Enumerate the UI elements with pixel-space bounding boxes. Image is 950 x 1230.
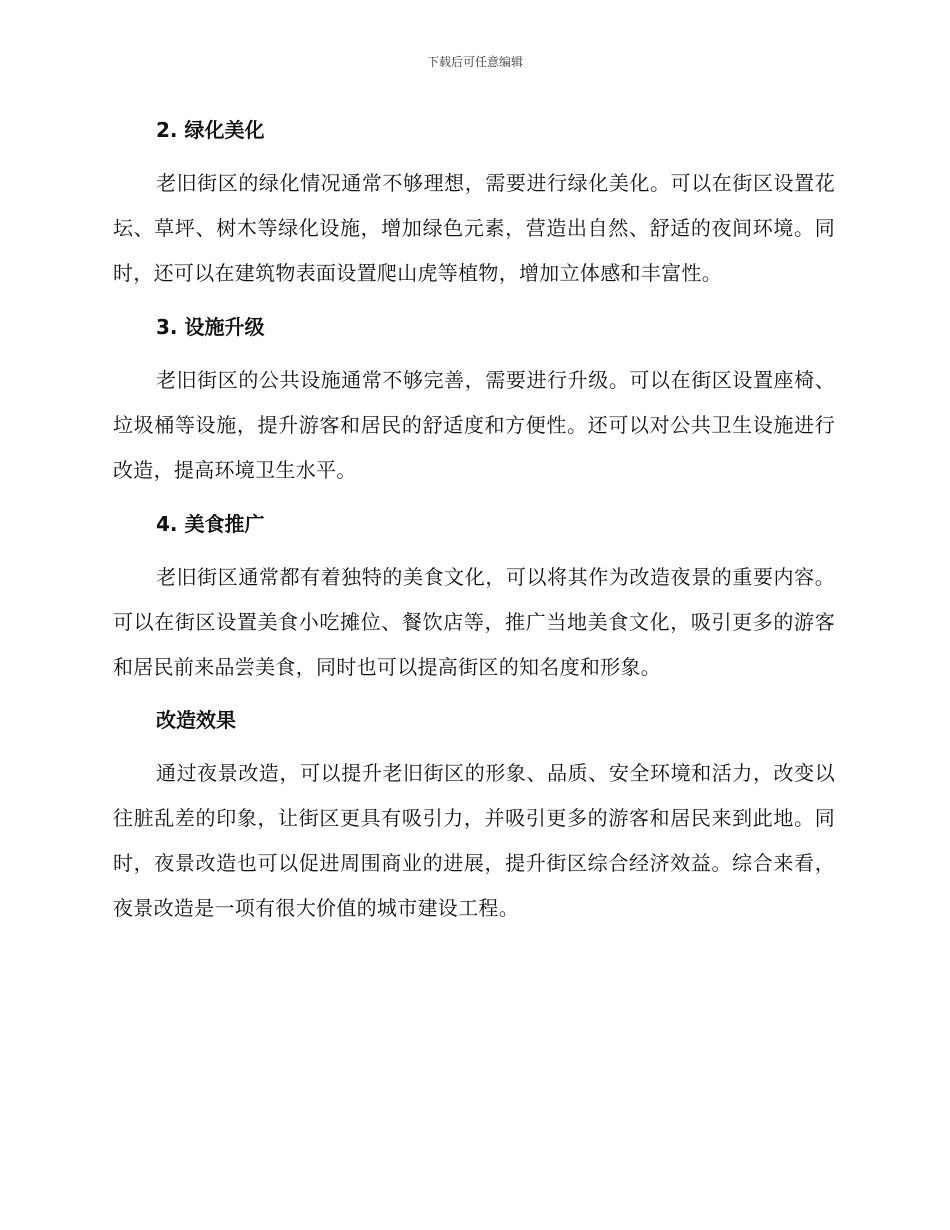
document-body — [113, 112, 835, 931]
section-body-effect: 通过夜景改造，可以提升老旧街区的形象、品质、安全环境和活力，改变以往脏乱差的印象，让街区更具有吸引力，并吸引更多的游客和居民来到此地。同时，夜景改造也可以促进周围商业的进展，提升街区综合经济效益。综合来看，夜景改造是一项有很大价值的城市建设工程。 — [113, 761, 835, 920]
section-body-greening: 老旧街区的绿化情况通常不够理想，需要进行绿化美化。可以在街区设置花坛、草坪、树木等绿化设施，增加绿色元素，营造出自然、舒适的夜间环境。同时，还可以在建筑物表面设置爬山虎等植物，增加立体感和丰富性。 — [113, 171, 835, 285]
section-heading-greening: 2. 绿化美化 — [156, 118, 265, 142]
section-heading-effect: 改造效果 — [156, 708, 236, 732]
section-heading-facilities: 3. 设施升级 — [156, 315, 265, 339]
section-body-facilities: 老旧街区的公共设施通常不够完善，需要进行升级。可以在街区设置座椅、垃圾桶等设施，提升游客和居民的舒适度和方便性。还可以对公共卫生设施进行改造，提高环境卫生水平。 — [113, 368, 835, 482]
page-header-note: 下载后可任意编辑 — [426, 55, 523, 69]
section-heading-food: 4. 美食推广 — [156, 512, 265, 536]
section-body-food: 老旧街区通常都有着独特的美食文化，可以将其作为改造夜景的重要内容。可以在街区设置美食小吃摊位、餐饮店等，推广当地美食文化，吸引更多的游客和居民前来品尝美食，同时也可以提高街区的知名度和形象。 — [113, 565, 835, 679]
